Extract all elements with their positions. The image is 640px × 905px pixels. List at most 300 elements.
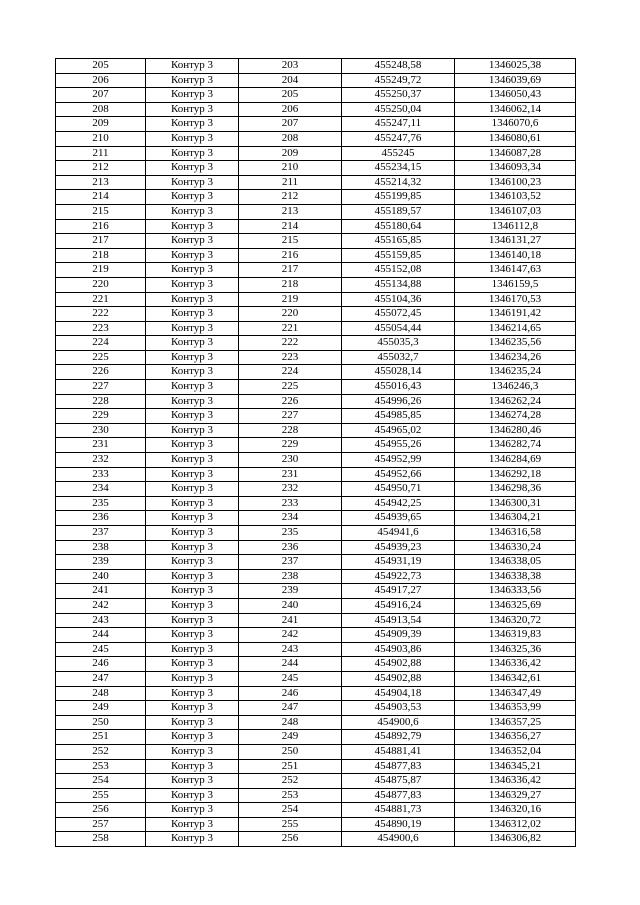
contour-cell: Контур 3 xyxy=(146,671,239,686)
point-number-cell: 235 xyxy=(239,526,342,541)
table-row xyxy=(56,453,576,468)
point-number-cell: 234 xyxy=(239,511,342,526)
y-coordinate-cell: 1346100,23 xyxy=(455,175,576,190)
contour-cell: Контур 3 xyxy=(146,744,239,759)
table-row xyxy=(56,715,576,730)
x-coordinate-cell: 454877,83 xyxy=(342,759,455,774)
contour-cell: Контур 3 xyxy=(146,219,239,234)
y-coordinate-cell: 1346316,58 xyxy=(455,526,576,541)
x-coordinate-cell: 455250,04 xyxy=(342,102,455,117)
table-row xyxy=(56,759,576,774)
point-number-cell: 245 xyxy=(239,671,342,686)
table-row xyxy=(56,292,576,307)
y-coordinate-cell: 1346352,04 xyxy=(455,744,576,759)
point-number-cell: 252 xyxy=(239,774,342,789)
point-number-cell: 247 xyxy=(239,701,342,716)
y-coordinate-cell: 1346292,18 xyxy=(455,467,576,482)
table-row xyxy=(56,540,576,555)
row-number-cell: 233 xyxy=(56,467,146,482)
point-number-cell: 204 xyxy=(239,73,342,88)
table-row xyxy=(56,774,576,789)
y-coordinate-cell: 1346319,83 xyxy=(455,628,576,643)
contour-cell: Контур 3 xyxy=(146,394,239,409)
row-number-cell: 212 xyxy=(56,161,146,176)
table-row xyxy=(56,467,576,482)
x-coordinate-cell: 454904,18 xyxy=(342,686,455,701)
contour-cell: Контур 3 xyxy=(146,146,239,161)
contour-cell: Контур 3 xyxy=(146,467,239,482)
y-coordinate-cell: 1346025,38 xyxy=(455,59,576,74)
point-number-cell: 229 xyxy=(239,438,342,453)
row-number-cell: 215 xyxy=(56,204,146,219)
row-number-cell: 206 xyxy=(56,73,146,88)
table-row xyxy=(56,365,576,380)
y-coordinate-cell: 1346112,8 xyxy=(455,219,576,234)
x-coordinate-cell: 454939,65 xyxy=(342,511,455,526)
x-coordinate-cell: 455248,58 xyxy=(342,59,455,74)
y-coordinate-cell: 1346234,26 xyxy=(455,350,576,365)
point-number-cell: 214 xyxy=(239,219,342,234)
contour-cell: Контур 3 xyxy=(146,190,239,205)
row-number-cell: 248 xyxy=(56,686,146,701)
point-number-cell: 220 xyxy=(239,307,342,322)
x-coordinate-cell: 454875,87 xyxy=(342,774,455,789)
contour-cell: Контур 3 xyxy=(146,803,239,818)
y-coordinate-cell: 1346325,69 xyxy=(455,598,576,613)
y-coordinate-cell: 1346336,42 xyxy=(455,774,576,789)
x-coordinate-cell: 454900,6 xyxy=(342,715,455,730)
x-coordinate-cell: 455072,45 xyxy=(342,307,455,322)
x-coordinate-cell: 454881,41 xyxy=(342,744,455,759)
y-coordinate-cell: 1346170,53 xyxy=(455,292,576,307)
x-coordinate-cell: 455035,3 xyxy=(342,336,455,351)
table-row xyxy=(56,73,576,88)
y-coordinate-cell: 1346235,56 xyxy=(455,336,576,351)
y-coordinate-cell: 1346039,69 xyxy=(455,73,576,88)
y-coordinate-cell: 1346342,61 xyxy=(455,671,576,686)
contour-cell: Контур 3 xyxy=(146,204,239,219)
y-coordinate-cell: 1346300,31 xyxy=(455,496,576,511)
y-coordinate-cell: 1346080,61 xyxy=(455,131,576,146)
row-number-cell: 243 xyxy=(56,613,146,628)
row-number-cell: 216 xyxy=(56,219,146,234)
row-number-cell: 217 xyxy=(56,234,146,249)
contour-cell: Контур 3 xyxy=(146,628,239,643)
row-number-cell: 209 xyxy=(56,117,146,132)
x-coordinate-cell: 454955,26 xyxy=(342,438,455,453)
contour-cell: Контур 3 xyxy=(146,511,239,526)
x-coordinate-cell: 454913,54 xyxy=(342,613,455,628)
x-coordinate-cell: 455247,11 xyxy=(342,117,455,132)
point-number-cell: 239 xyxy=(239,584,342,599)
row-number-cell: 247 xyxy=(56,671,146,686)
y-coordinate-cell: 1346107,03 xyxy=(455,204,576,219)
row-number-cell: 251 xyxy=(56,730,146,745)
point-number-cell: 213 xyxy=(239,204,342,219)
table-row xyxy=(56,263,576,278)
x-coordinate-cell: 454952,99 xyxy=(342,453,455,468)
row-number-cell: 207 xyxy=(56,88,146,103)
point-number-cell: 210 xyxy=(239,161,342,176)
x-coordinate-cell: 455032,7 xyxy=(342,350,455,365)
row-number-cell: 219 xyxy=(56,263,146,278)
y-coordinate-cell: 1346284,69 xyxy=(455,453,576,468)
point-number-cell: 205 xyxy=(239,88,342,103)
row-number-cell: 238 xyxy=(56,540,146,555)
table-row xyxy=(56,394,576,409)
contour-cell: Контур 3 xyxy=(146,175,239,190)
point-number-cell: 203 xyxy=(239,59,342,74)
row-number-cell: 240 xyxy=(56,569,146,584)
contour-cell: Контур 3 xyxy=(146,336,239,351)
y-coordinate-cell: 1346320,72 xyxy=(455,613,576,628)
y-coordinate-cell: 1346246,3 xyxy=(455,380,576,395)
row-number-cell: 223 xyxy=(56,321,146,336)
contour-cell: Контур 3 xyxy=(146,832,239,847)
x-coordinate-cell: 454942,25 xyxy=(342,496,455,511)
table-row xyxy=(56,657,576,672)
table-row xyxy=(56,131,576,146)
contour-cell: Контур 3 xyxy=(146,438,239,453)
contour-cell: Контур 3 xyxy=(146,117,239,132)
y-coordinate-cell: 1346357,25 xyxy=(455,715,576,730)
point-number-cell: 206 xyxy=(239,102,342,117)
point-number-cell: 238 xyxy=(239,569,342,584)
row-number-cell: 213 xyxy=(56,175,146,190)
x-coordinate-cell: 455104,36 xyxy=(342,292,455,307)
table-row xyxy=(56,88,576,103)
row-number-cell: 256 xyxy=(56,803,146,818)
table-row xyxy=(56,277,576,292)
contour-cell: Контур 3 xyxy=(146,701,239,716)
contour-cell: Контур 3 xyxy=(146,759,239,774)
table-row xyxy=(56,832,576,847)
contour-cell: Контур 3 xyxy=(146,788,239,803)
row-number-cell: 230 xyxy=(56,423,146,438)
point-number-cell: 211 xyxy=(239,175,342,190)
x-coordinate-cell: 455159,85 xyxy=(342,248,455,263)
point-number-cell: 207 xyxy=(239,117,342,132)
contour-cell: Контур 3 xyxy=(146,774,239,789)
row-number-cell: 229 xyxy=(56,409,146,424)
y-coordinate-cell: 1346214,65 xyxy=(455,321,576,336)
contour-cell: Контур 3 xyxy=(146,277,239,292)
table-row xyxy=(56,526,576,541)
coordinates-table-body xyxy=(56,59,576,847)
table-row xyxy=(56,744,576,759)
table-row xyxy=(56,671,576,686)
contour-cell: Контур 3 xyxy=(146,73,239,88)
y-coordinate-cell: 1346282,74 xyxy=(455,438,576,453)
row-number-cell: 214 xyxy=(56,190,146,205)
contour-cell: Контур 3 xyxy=(146,613,239,628)
row-number-cell: 208 xyxy=(56,102,146,117)
y-coordinate-cell: 1346338,38 xyxy=(455,569,576,584)
x-coordinate-cell: 454985,85 xyxy=(342,409,455,424)
row-number-cell: 218 xyxy=(56,248,146,263)
contour-cell: Контур 3 xyxy=(146,686,239,701)
y-coordinate-cell: 1346235,24 xyxy=(455,365,576,380)
x-coordinate-cell: 454903,86 xyxy=(342,642,455,657)
table-row xyxy=(56,686,576,701)
table-row xyxy=(56,350,576,365)
table-row xyxy=(56,146,576,161)
row-number-cell: 244 xyxy=(56,628,146,643)
x-coordinate-cell: 454952,66 xyxy=(342,467,455,482)
row-number-cell: 232 xyxy=(56,453,146,468)
table-row xyxy=(56,117,576,132)
x-coordinate-cell: 454890,19 xyxy=(342,817,455,832)
x-coordinate-cell: 454941,6 xyxy=(342,526,455,541)
y-coordinate-cell: 1346140,18 xyxy=(455,248,576,263)
contour-cell: Контур 3 xyxy=(146,59,239,74)
x-coordinate-cell: 454916,24 xyxy=(342,598,455,613)
row-number-cell: 228 xyxy=(56,394,146,409)
row-number-cell: 226 xyxy=(56,365,146,380)
table-row xyxy=(56,161,576,176)
x-coordinate-cell: 454950,71 xyxy=(342,482,455,497)
y-coordinate-cell: 1346329,27 xyxy=(455,788,576,803)
table-row xyxy=(56,701,576,716)
table-row xyxy=(56,613,576,628)
contour-cell: Контур 3 xyxy=(146,248,239,263)
point-number-cell: 212 xyxy=(239,190,342,205)
contour-cell: Контур 3 xyxy=(146,730,239,745)
contour-cell: Контур 3 xyxy=(146,321,239,336)
y-coordinate-cell: 1346338,05 xyxy=(455,555,576,570)
x-coordinate-cell: 454965,02 xyxy=(342,423,455,438)
y-coordinate-cell: 1346320,16 xyxy=(455,803,576,818)
row-number-cell: 231 xyxy=(56,438,146,453)
contour-cell: Контур 3 xyxy=(146,234,239,249)
x-coordinate-cell: 454917,27 xyxy=(342,584,455,599)
x-coordinate-cell: 454900,6 xyxy=(342,832,455,847)
contour-cell: Контур 3 xyxy=(146,350,239,365)
row-number-cell: 220 xyxy=(56,277,146,292)
point-number-cell: 243 xyxy=(239,642,342,657)
table-row xyxy=(56,190,576,205)
y-coordinate-cell: 1346070,6 xyxy=(455,117,576,132)
point-number-cell: 230 xyxy=(239,453,342,468)
point-number-cell: 219 xyxy=(239,292,342,307)
point-number-cell: 221 xyxy=(239,321,342,336)
y-coordinate-cell: 1346333,56 xyxy=(455,584,576,599)
table-row xyxy=(56,102,576,117)
point-number-cell: 226 xyxy=(239,394,342,409)
x-coordinate-cell: 454931,19 xyxy=(342,555,455,570)
x-coordinate-cell: 454922,73 xyxy=(342,569,455,584)
row-number-cell: 221 xyxy=(56,292,146,307)
y-coordinate-cell: 1346347,49 xyxy=(455,686,576,701)
point-number-cell: 253 xyxy=(239,788,342,803)
row-number-cell: 210 xyxy=(56,131,146,146)
y-coordinate-cell: 1346325,36 xyxy=(455,642,576,657)
table-row xyxy=(56,569,576,584)
contour-cell: Контур 3 xyxy=(146,161,239,176)
contour-cell: Контур 3 xyxy=(146,817,239,832)
row-number-cell: 254 xyxy=(56,774,146,789)
point-number-cell: 227 xyxy=(239,409,342,424)
point-number-cell: 216 xyxy=(239,248,342,263)
point-number-cell: 251 xyxy=(239,759,342,774)
point-number-cell: 231 xyxy=(239,467,342,482)
row-number-cell: 239 xyxy=(56,555,146,570)
y-coordinate-cell: 1346062,14 xyxy=(455,102,576,117)
point-number-cell: 233 xyxy=(239,496,342,511)
x-coordinate-cell: 455245 xyxy=(342,146,455,161)
table-row xyxy=(56,788,576,803)
table-row xyxy=(56,321,576,336)
y-coordinate-cell: 1346345,21 xyxy=(455,759,576,774)
x-coordinate-cell: 454902,88 xyxy=(342,671,455,686)
y-coordinate-cell: 1346312,02 xyxy=(455,817,576,832)
row-number-cell: 205 xyxy=(56,59,146,74)
row-number-cell: 246 xyxy=(56,657,146,672)
y-coordinate-cell: 1346093,34 xyxy=(455,161,576,176)
table-row xyxy=(56,248,576,263)
point-number-cell: 217 xyxy=(239,263,342,278)
table-row xyxy=(56,496,576,511)
point-number-cell: 246 xyxy=(239,686,342,701)
y-coordinate-cell: 1346131,27 xyxy=(455,234,576,249)
y-coordinate-cell: 1346147,63 xyxy=(455,263,576,278)
y-coordinate-cell: 1346356,27 xyxy=(455,730,576,745)
x-coordinate-cell: 455250,37 xyxy=(342,88,455,103)
row-number-cell: 227 xyxy=(56,380,146,395)
row-number-cell: 211 xyxy=(56,146,146,161)
row-number-cell: 252 xyxy=(56,744,146,759)
contour-cell: Контур 3 xyxy=(146,526,239,541)
contour-cell: Контур 3 xyxy=(146,263,239,278)
y-coordinate-cell: 1346304,21 xyxy=(455,511,576,526)
point-number-cell: 248 xyxy=(239,715,342,730)
x-coordinate-cell: 455165,85 xyxy=(342,234,455,249)
point-number-cell: 209 xyxy=(239,146,342,161)
table-row xyxy=(56,817,576,832)
point-number-cell: 244 xyxy=(239,657,342,672)
contour-cell: Контур 3 xyxy=(146,598,239,613)
point-number-cell: 240 xyxy=(239,598,342,613)
table-row xyxy=(56,803,576,818)
table-row xyxy=(56,555,576,570)
x-coordinate-cell: 455234,15 xyxy=(342,161,455,176)
contour-cell: Контур 3 xyxy=(146,365,239,380)
contour-cell: Контур 3 xyxy=(146,453,239,468)
x-coordinate-cell: 455054,44 xyxy=(342,321,455,336)
point-number-cell: 224 xyxy=(239,365,342,380)
row-number-cell: 245 xyxy=(56,642,146,657)
row-number-cell: 237 xyxy=(56,526,146,541)
contour-cell: Контур 3 xyxy=(146,657,239,672)
point-number-cell: 215 xyxy=(239,234,342,249)
y-coordinate-cell: 1346306,82 xyxy=(455,832,576,847)
y-coordinate-cell: 1346050,43 xyxy=(455,88,576,103)
point-number-cell: 208 xyxy=(239,131,342,146)
table-row xyxy=(56,175,576,190)
point-number-cell: 218 xyxy=(239,277,342,292)
table-row xyxy=(56,409,576,424)
x-coordinate-cell: 454909,39 xyxy=(342,628,455,643)
point-number-cell: 256 xyxy=(239,832,342,847)
contour-cell: Контур 3 xyxy=(146,584,239,599)
contour-cell: Контур 3 xyxy=(146,88,239,103)
point-number-cell: 223 xyxy=(239,350,342,365)
x-coordinate-cell: 455189,57 xyxy=(342,204,455,219)
contour-cell: Контур 3 xyxy=(146,380,239,395)
y-coordinate-cell: 1346298,36 xyxy=(455,482,576,497)
point-number-cell: 254 xyxy=(239,803,342,818)
row-number-cell: 255 xyxy=(56,788,146,803)
point-number-cell: 232 xyxy=(239,482,342,497)
contour-cell: Контур 3 xyxy=(146,409,239,424)
point-number-cell: 255 xyxy=(239,817,342,832)
contour-cell: Контур 3 xyxy=(146,423,239,438)
x-coordinate-cell: 454892,79 xyxy=(342,730,455,745)
table-row xyxy=(56,204,576,219)
point-number-cell: 249 xyxy=(239,730,342,745)
table-row xyxy=(56,598,576,613)
y-coordinate-cell: 1346191,42 xyxy=(455,307,576,322)
table-row xyxy=(56,234,576,249)
table-row xyxy=(56,307,576,322)
y-coordinate-cell: 1346336,42 xyxy=(455,657,576,672)
x-coordinate-cell: 454877,83 xyxy=(342,788,455,803)
point-number-cell: 225 xyxy=(239,380,342,395)
x-coordinate-cell: 455016,43 xyxy=(342,380,455,395)
contour-cell: Контур 3 xyxy=(146,715,239,730)
table-row xyxy=(56,482,576,497)
table-row xyxy=(56,59,576,74)
contour-cell: Контур 3 xyxy=(146,482,239,497)
row-number-cell: 253 xyxy=(56,759,146,774)
row-number-cell: 249 xyxy=(56,701,146,716)
contour-cell: Контур 3 xyxy=(146,496,239,511)
contour-cell: Контур 3 xyxy=(146,540,239,555)
x-coordinate-cell: 455249,72 xyxy=(342,73,455,88)
row-number-cell: 222 xyxy=(56,307,146,322)
y-coordinate-cell: 1346280,46 xyxy=(455,423,576,438)
contour-cell: Контур 3 xyxy=(146,102,239,117)
y-coordinate-cell: 1346353,99 xyxy=(455,701,576,716)
point-number-cell: 228 xyxy=(239,423,342,438)
row-number-cell: 236 xyxy=(56,511,146,526)
x-coordinate-cell: 455028,14 xyxy=(342,365,455,380)
row-number-cell: 258 xyxy=(56,832,146,847)
y-coordinate-cell: 1346159,5 xyxy=(455,277,576,292)
table-row xyxy=(56,511,576,526)
contour-cell: Контур 3 xyxy=(146,642,239,657)
coordinates-table xyxy=(55,58,576,847)
row-number-cell: 234 xyxy=(56,482,146,497)
row-number-cell: 241 xyxy=(56,584,146,599)
y-coordinate-cell: 1346262,24 xyxy=(455,394,576,409)
x-coordinate-cell: 454881,73 xyxy=(342,803,455,818)
row-number-cell: 257 xyxy=(56,817,146,832)
x-coordinate-cell: 455152,08 xyxy=(342,263,455,278)
contour-cell: Контур 3 xyxy=(146,307,239,322)
x-coordinate-cell: 454902,88 xyxy=(342,657,455,672)
y-coordinate-cell: 1346274,28 xyxy=(455,409,576,424)
row-number-cell: 224 xyxy=(56,336,146,351)
row-number-cell: 242 xyxy=(56,598,146,613)
y-coordinate-cell: 1346103,52 xyxy=(455,190,576,205)
point-number-cell: 222 xyxy=(239,336,342,351)
x-coordinate-cell: 455199,85 xyxy=(342,190,455,205)
point-number-cell: 241 xyxy=(239,613,342,628)
row-number-cell: 235 xyxy=(56,496,146,511)
y-coordinate-cell: 1346330,24 xyxy=(455,540,576,555)
x-coordinate-cell: 454939,23 xyxy=(342,540,455,555)
